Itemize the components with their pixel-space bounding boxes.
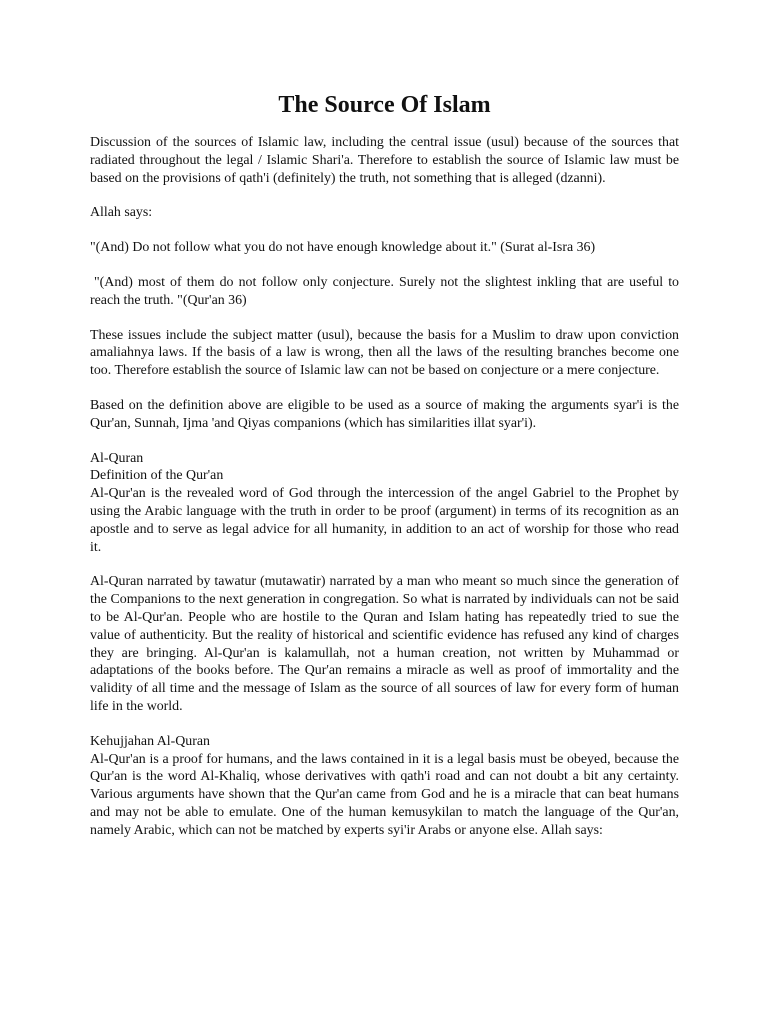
- kehujjahan-section: [90, 733, 679, 840]
- sources-definition-paragraph: Based on the definition above are eligible to be used as a source of making the arguments syar'i is the Qur'an, Sunnah, Ijma 'and Qiyas companions (which has similarities illat syar'i).: [90, 397, 679, 431]
- quote-isra: "(And) Do not follow what you do not have enough knowledge about it." (Surat al-Isra 36): [90, 240, 596, 256]
- alquran-section: [90, 450, 679, 557]
- intro-paragraph: Discussion of the sources of Islamic law, including the central issue (usul) because of the sources that radiated throughout the legal / Islamic Shari'a. Therefore to establish the source of Islamic law must be based on the provisions of qath'i (definitely) the truth, not something that is alleged (dzanni).: [90, 135, 679, 186]
- definition-paragraph: Al-Qur'an is the revealed word of God through the intercession of the angel Gabriel to the Prophet by using the Arabic language with the truth in order to be proof (argument) in terms of its recognition as an apostle and to serve as legal advice for all humanity, in addition to an act of worship for those who read it.: [90, 486, 679, 555]
- allah-says-label: Allah says:: [90, 205, 153, 221]
- kehujjahan-heading: Kehujjahan Al-Quran: [90, 733, 210, 749]
- kehujjahan-paragraph: Al-Qur'an is a proof for humans, and the laws contained in it is a legal basis must be obeyed, because the Qur'an is the word Al-Khaliq, whose derivatives with qath'i road and can not doubt a bit any certainty. Various arguments have shown that the Qur'an came from God and he is a miracle that can beat humans and may not be able to emulate. One of the human kemusykilan to match the language of the Qur'an, namely Arabic, which can not be matched by experts syi'ir Arabs or anyone else. Allah says:: [90, 751, 679, 838]
- document-title: The Source Of Islam: [278, 92, 491, 118]
- issues-paragraph: These issues include the subject matter (usul), because the basis for a Muslim to draw upon conviction amaliahnya laws. If the basis of a law is wrong, then all the laws of the resulting branches become one too. Therefore establish the source of Islamic law can not be based on conjecture or a mere conjecture.: [90, 327, 679, 379]
- quote-conjecture: "(And) most of them do not follow only conjecture. Surely not the slightest inkling that are useful to reach the truth. "(Qur'an 36): [90, 274, 679, 308]
- alquran-heading: Al-Quran: [90, 450, 144, 466]
- narrated-paragraph: Al-Quran narrated by tawatur (mutawatir) narrated by a man who meant so much since the generation of the Companions to the next generation in congregation. So what is narrated by individuals can not be said to be Al-Qur'an. People who are hostile to the Quran and Islam hating has repeatedly tried to sue the value of authenticity. But the reality of historical and scientific evidence has refused any kind of charges they are bringing. Al-Qur'an is kalamullah, not a human creation, not written by Muhammad or adaptations of the books before. The Qur'an remains a miracle as well as proof of immortality and the validity of all time and the message of Islam as the source of all sources of law for every form of human life in the world.: [90, 574, 679, 714]
- document-page: [90, 90, 679, 857]
- definition-heading: Definition of the Qur'an: [90, 468, 224, 484]
